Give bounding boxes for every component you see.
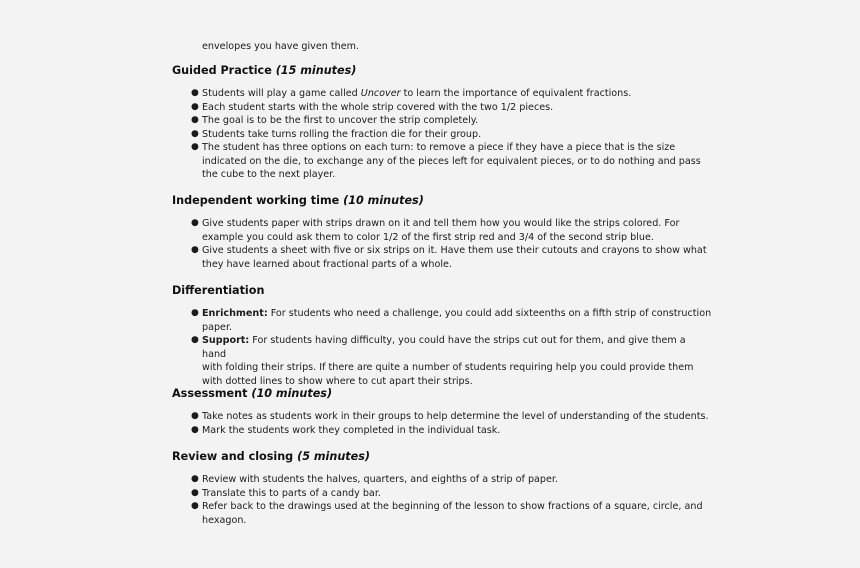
heading-title: Assessment	[172, 387, 248, 400]
list-item: ● The student has three options on each turn: to remove a piece if they have a piece that is the size indicated on the die, to exchange any of the pieces left for equivalent pieces, or to do nothing and pass the cube to the next player.	[191, 142, 701, 180]
item-label: Support:	[202, 335, 250, 346]
section-independent-working-time	[172, 194, 712, 271]
list-item: ● Refer back to the drawings used at the beginning of the lesson to show fractions of a square, circle, and hexagon.	[191, 501, 703, 526]
bullet-list	[172, 473, 712, 527]
heading-time: (10 minutes)	[251, 387, 333, 400]
bullet-icon: ●	[191, 128, 199, 139]
list-item: ● Give students a sheet with five or six strips on it. Have them use their cutouts and crayons to show what they have learned about fractional parts of a whole.	[191, 245, 707, 270]
heading-time: (10 minutes)	[343, 194, 424, 207]
list-item: ● Review with students the halves, quarters, and eighths of a strip of paper.	[191, 474, 559, 485]
heading-title: Guided Practice	[172, 64, 272, 77]
list-item: ● The goal is to be the first to uncover the strip completely.	[191, 115, 479, 126]
section-review-and-closing	[172, 450, 712, 527]
heading-title: Independent working time	[172, 194, 340, 207]
list-item: ● Students will play a game called Uncover to learn the importance of equivalent fractions.	[191, 88, 632, 99]
section-assessment	[172, 387, 712, 437]
bullet-list	[172, 87, 712, 182]
section-heading	[172, 284, 712, 298]
section-differentiation	[172, 284, 712, 388]
section-heading	[172, 450, 712, 464]
bullet-icon: ●	[191, 474, 199, 484]
bullet-icon: ●	[191, 308, 199, 318]
bullet-icon: ●	[191, 424, 199, 435]
bullet-icon: ●	[191, 411, 199, 421]
list-item: ● Take notes as students work in their groups to help determine the level of understanding of the students.	[191, 411, 709, 422]
bullet-icon: ●	[191, 335, 199, 345]
bullet-icon: ●	[191, 487, 199, 498]
list-item: ● Give students paper with strips drawn on it and tell them how you would like the strips colored. For example you could ask them to color 1/2 of the first strip red and 3/4 of the second strip blue.	[191, 218, 680, 243]
bullet-icon: ●	[191, 115, 199, 125]
list-item: ● Mark the students work they completed in the individual task.	[191, 424, 501, 436]
item-label: Enrichment:	[202, 308, 268, 319]
section-heading	[172, 194, 712, 208]
bullet-icon: ●	[191, 245, 199, 255]
list-item: ● Translate this to parts of a candy bar.	[191, 487, 381, 499]
bullet-icon: ●	[191, 101, 199, 112]
list-item: ● Each student starts with the whole strip covered with the two 1/2 pieces.	[191, 101, 554, 113]
bullet-icon: ●	[191, 88, 199, 98]
heading-title: Review and closing	[172, 450, 294, 463]
list-item: ● Students take turns rolling the fraction die for their group.	[191, 128, 482, 140]
bullet-icon: ●	[191, 501, 199, 511]
section-heading	[172, 387, 712, 401]
bullet-list	[172, 307, 712, 388]
bullet-icon: ●	[191, 218, 199, 228]
bullet-list	[172, 217, 712, 271]
section-guided-practice	[172, 64, 712, 182]
section-heading	[172, 64, 712, 78]
heading-time: (15 minutes)	[275, 64, 357, 77]
list-item: ● Support: For students having difficulty, you could have the strips cut out for them, and give them a hand with folding their strips. If there are quite a number of students requiring help you could provide them with dotted lines to show where to cut apart their strips.	[191, 335, 694, 387]
game-name: Uncover	[360, 88, 401, 99]
bullet-list	[172, 410, 712, 437]
lead-text: envelopes you have given them.	[202, 41, 360, 52]
bullet-icon: ●	[191, 142, 199, 152]
heading-time: (5 minutes)	[297, 450, 371, 463]
heading-title: Differentiation	[172, 284, 265, 297]
list-item: ● Enrichment: For students who need a challenge, you could add sixteenths on a fifth strip of construction paper.	[191, 308, 712, 333]
